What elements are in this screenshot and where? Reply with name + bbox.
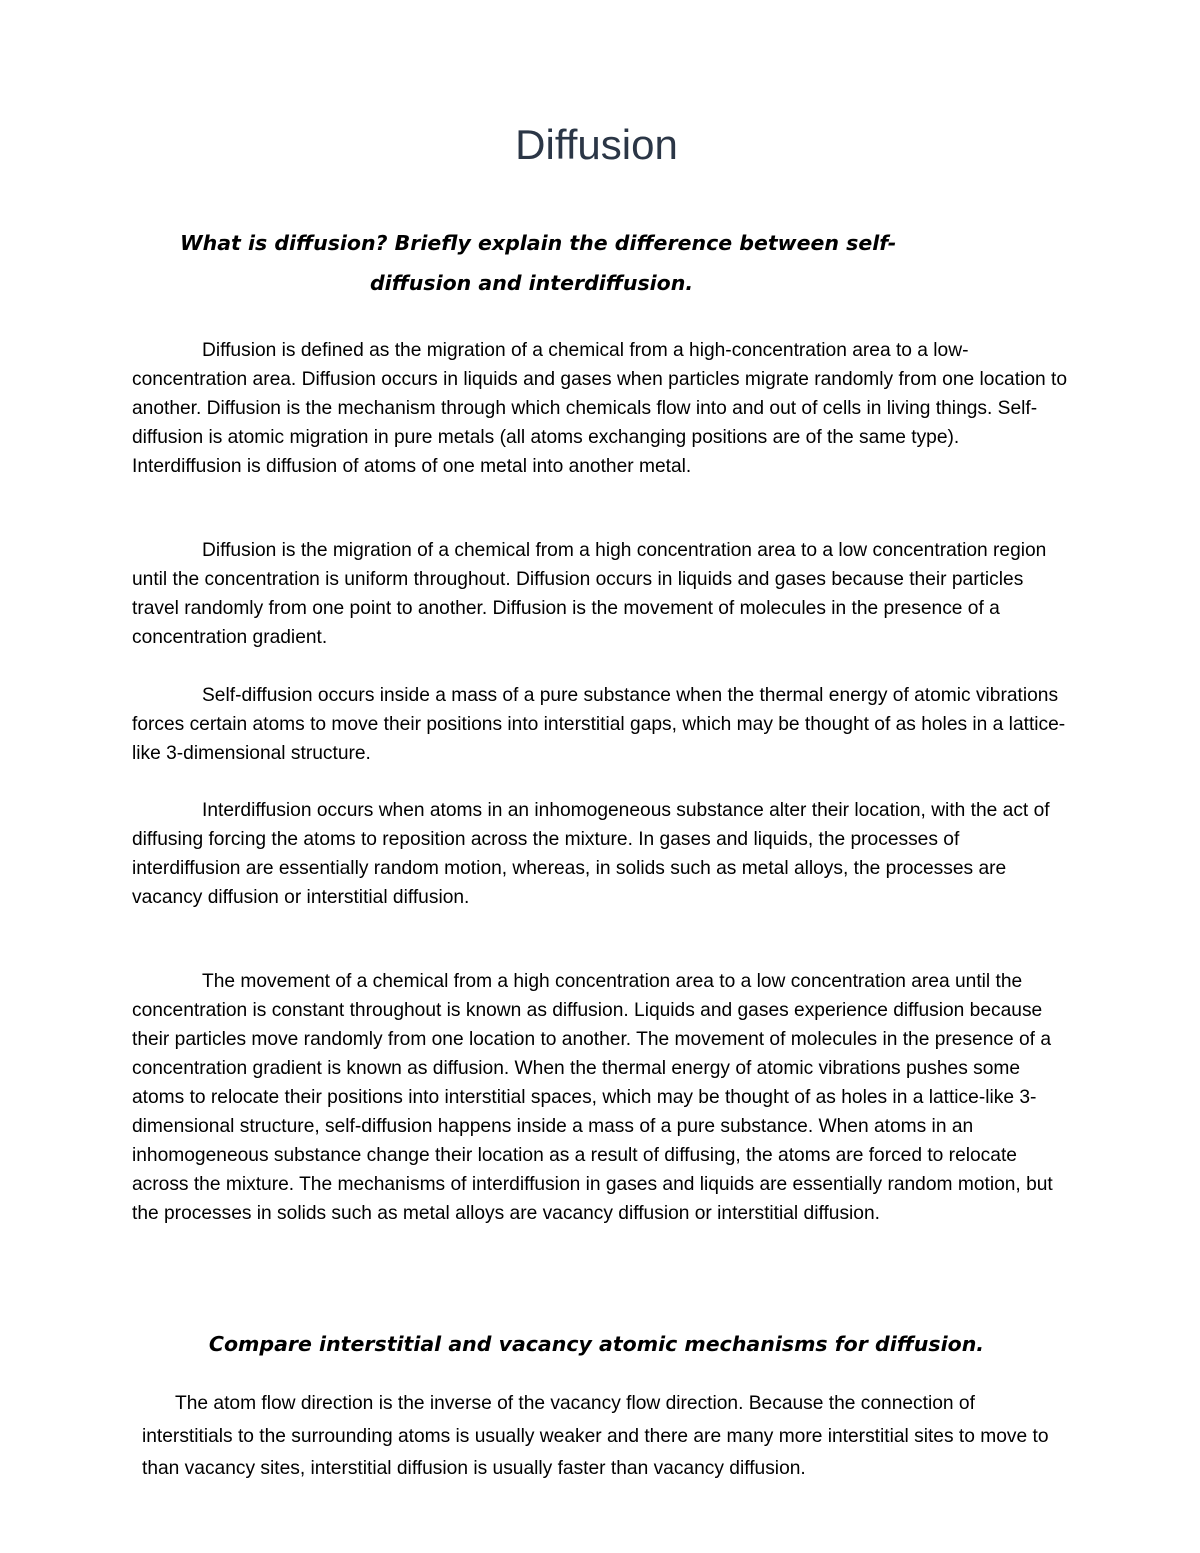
- question-1-line-2: diffusion and interdiffusion.: [370, 271, 694, 295]
- answer-paragraph-4: Interdiffusion occurs when atoms in an inhomogeneous substance alter their location, with the act of diffusing forcing the atoms to reposition across the mixture. In gases and liquids, the processes of interdiffusion are essentially random motion, whereas, in solids such as metal alloys, the processes are vacancy diffusion or interstitial diffusion.: [132, 800, 1050, 908]
- answer-paragraph-3: Self-diffusion occurs inside a mass of a pure substance when the thermal energy of atomic vibrations forces certain atoms to move their positions into interstitial gaps, which may be thought of as holes in a lattice-like 3-dimensional structure.: [132, 685, 1066, 764]
- answer-paragraph-5: The movement of a chemical from a high concentration area to a low concentration area until the concentration is constant throughout is known as diffusion. Liquids and gases experience diffusion because their particles move randomly from one location to another. The movement of molecules in the presence of a concentration gradient is known as diffusion. When the thermal energy of atomic vibrations pushes some atoms to relocate their positions into interstitial spaces, which may be thought of as holes in a lattice-like 3-dimensional structure, self-diffusion happens inside a mass of a pure substance. When atoms in an inhomogeneous substance change their location as a result of diffusing, the atoms are forced to relocate across the mixture. The mechanisms of interdiffusion in gases and liquids are essentially random motion, but the processes in solids such as metal alloys are vacancy diffusion or interstitial diffusion.: [132, 971, 1053, 1224]
- answer-paragraph-1: Diffusion is defined as the migration of a chemical from a high-concentration area to a low- concentration area. Diffusion occurs in liquids and gases when particles migrate randomly from one location to another. Diffusion is the mechanism through which chemicals flow into and out of cells in living things. Self-diffusion is atomic migration in pure metals (all atoms exchanging positions are of the same type). Interdiffusion is diffusion of atoms of one metal into another metal.: [132, 340, 1067, 477]
- question-1-line-1: What is diffusion? Briefly explain the difference between self-: [180, 231, 897, 255]
- answer-paragraph-2: Diffusion is the migration of a chemical from a high concentration area to a low concentration region until the concentration is uniform throughout. Diffusion occurs in liquids and gases because their particles travel randomly from one point to another. Diffusion is the movement of molecules in the presence of a concentration gradient.: [132, 540, 1047, 648]
- answer-2-paragraph: The atom flow direction is the inverse of the vacancy flow direction. Because the connection of interstitials to the surrounding atoms is usually weaker and there are many more interstitial sites to move to than vacancy sites, interstitial diffusion is usually faster than vacancy diffusion.: [142, 1393, 1049, 1479]
- document-title: Diffusion: [515, 121, 678, 168]
- question-2-heading: Compare interstitial and vacancy atomic mechanisms for diffusion.: [208, 1332, 985, 1356]
